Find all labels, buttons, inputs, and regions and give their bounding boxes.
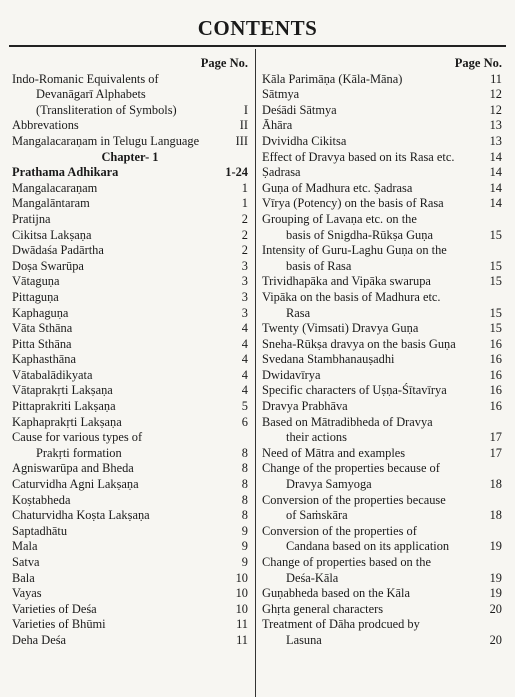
toc-entry xyxy=(262,87,502,103)
toc-entry xyxy=(12,118,248,134)
toc-entry-text: (Transliteration of Symbols) xyxy=(36,102,177,117)
toc-entry xyxy=(12,383,248,399)
toc-entry-text: Varieties of Deśa xyxy=(12,601,97,616)
toc-entry-page: 2 xyxy=(241,211,248,226)
toc-entry xyxy=(262,383,502,399)
toc-entry-page: 16 xyxy=(489,383,502,398)
toc-entry-page: 4 xyxy=(241,321,248,336)
toc-entry xyxy=(12,555,248,571)
toc-entry-page: 4 xyxy=(241,367,248,382)
toc-entry xyxy=(12,72,248,119)
toc-entry-text: Ghṛta general characters xyxy=(262,601,384,616)
toc-entry xyxy=(262,446,502,462)
toc-entry xyxy=(262,617,502,648)
toc-entry-text: Bala xyxy=(12,570,35,585)
toc-entry-text: Abbrevations xyxy=(12,118,79,133)
toc-entry-text: Pratijna xyxy=(12,211,51,226)
toc-entry xyxy=(262,321,502,337)
toc-entry xyxy=(12,415,248,431)
toc-entry-page: 4 xyxy=(241,383,248,398)
chapter-heading: Chapter- 1 xyxy=(101,149,159,164)
toc-entry-text: Rasa xyxy=(286,305,311,320)
toc-entry-page: 2 xyxy=(241,243,248,258)
toc-entry-page: 3 xyxy=(241,289,248,304)
toc-entry xyxy=(262,72,502,88)
toc-entry-page: 14 xyxy=(489,149,502,164)
toc-entry-page: 9 xyxy=(241,555,248,569)
toc-entry-text: Dwādaśa Padārtha xyxy=(12,243,104,258)
toc-entry xyxy=(262,134,502,150)
toc-entry xyxy=(262,555,502,586)
toc-entry-text: Kaphaprakṛti Lakṣaṇa xyxy=(12,414,122,429)
toc-entry xyxy=(12,228,248,244)
toc-entry xyxy=(262,165,502,181)
toc-entry-page: 20 xyxy=(489,601,502,616)
toc-entry xyxy=(262,118,502,134)
toc-entry-text: Dravya Samyoga xyxy=(286,477,372,492)
toc-entry-text: Twenty (Vimsati) Dravya Guṇa xyxy=(262,321,419,336)
toc-entry-page: 14 xyxy=(489,165,502,180)
toc-entry-text: Kāla Parimāṇa (Kāla-Māna) xyxy=(262,71,403,86)
toc-entry xyxy=(12,290,248,306)
toc-entry-page: III xyxy=(235,133,248,148)
intro-list xyxy=(12,72,248,150)
left-entry-list xyxy=(12,181,248,649)
toc-entry-text: basis of Snigdha-Rūkṣa Guṇa xyxy=(286,227,433,242)
toc-entry-page: 8 xyxy=(241,508,248,523)
toc-entry-text: Guṇa of Madhura etc. Ṣadrasa xyxy=(262,180,413,195)
toc-entry-page: I xyxy=(243,102,248,117)
toc-entry-page: 13 xyxy=(489,133,502,148)
toc-entry xyxy=(12,321,248,337)
toc-entry-text: Candana based on its application xyxy=(286,539,450,554)
toc-entry xyxy=(12,633,248,649)
right-column xyxy=(262,56,502,649)
toc-entry-page: 16 xyxy=(489,399,502,414)
toc-entry-text: of Saṁskāra xyxy=(286,508,348,523)
toc-entry-page: 12 xyxy=(489,102,502,117)
toc-entry-page: II xyxy=(239,118,248,133)
toc-entry-text: Vayas xyxy=(12,586,42,601)
toc-entry xyxy=(12,212,248,228)
toc-entry-text: Deha Deśa xyxy=(12,632,67,647)
toc-entry-text: Dvividha Cikitsa xyxy=(262,133,347,148)
toc-entry-text: Deśādi Sātmya xyxy=(262,102,337,117)
toc-entry-text: Pittaprakriti Lakṣaṇa xyxy=(12,399,116,414)
toc-entry xyxy=(12,352,248,368)
toc-entry-text: Vātabalādikyata xyxy=(12,367,93,382)
toc-entry xyxy=(262,415,502,446)
toc-entry xyxy=(12,368,248,384)
toc-entry-text: Conversion of the properties because xyxy=(262,492,446,507)
toc-entry xyxy=(262,337,502,353)
toc-entry-text: basis of Rasa xyxy=(286,258,352,273)
toc-entry-page: 4 xyxy=(241,352,248,367)
toc-entry xyxy=(12,508,248,524)
toc-entry-page: 18 xyxy=(489,477,502,492)
toc-entry-page: 9 xyxy=(241,523,248,538)
toc-entry-page: 19 xyxy=(489,539,502,554)
toc-entry-page: 17 xyxy=(489,430,502,445)
toc-entry-text: Need of Mātra and examples xyxy=(262,445,406,460)
toc-entry-text: Saptadhātu xyxy=(12,523,68,538)
toc-entry-page: 19 xyxy=(489,570,502,585)
section-pages: 1-24 xyxy=(225,165,248,180)
toc-entry-text: Varieties of Bhūmi xyxy=(12,617,106,632)
toc-entry xyxy=(262,493,502,524)
toc-entry-text: Mangalacaraṇam xyxy=(12,180,98,195)
toc-entry xyxy=(12,571,248,587)
toc-entry-text: Sneha-Rūkṣa dravya on the basis Guṇa xyxy=(262,336,456,351)
toc-entry-text: Grouping of Lavaṇa etc. on the xyxy=(262,211,417,226)
toc-entry-text: Change of the properties because of xyxy=(262,461,440,476)
toc-entry xyxy=(12,477,248,493)
toc-entry-text: Kaphaguṇa xyxy=(12,305,69,320)
toc-entry-page: 2 xyxy=(241,227,248,242)
toc-entry-text: Change of properties based on the xyxy=(262,555,431,569)
title-rule xyxy=(9,45,506,47)
toc-entry-text: Vātaguṇa xyxy=(12,274,60,289)
toc-entry xyxy=(262,461,502,492)
toc-entry-page: 13 xyxy=(489,118,502,133)
toc-entry-page: 10 xyxy=(235,586,248,601)
toc-entry-page: 3 xyxy=(241,258,248,273)
toc-entry-text: Deśa-Kāla xyxy=(286,570,339,585)
toc-entry xyxy=(12,399,248,415)
section-heading xyxy=(12,165,248,181)
toc-entry-page: 5 xyxy=(241,399,248,414)
toc-entry-text: Satva xyxy=(12,555,40,569)
column-divider xyxy=(255,49,256,697)
toc-entry-text: their actions xyxy=(286,430,347,445)
toc-entry xyxy=(262,181,502,197)
toc-entry xyxy=(12,602,248,618)
toc-entry-page: 15 xyxy=(489,274,502,289)
toc-entry-text: Cikitsa Lakṣaṇa xyxy=(12,227,92,242)
toc-entry-page: 19 xyxy=(489,586,502,601)
toc-entry-text: Specific characters of Uṣṇa-Śītavīrya xyxy=(262,383,447,398)
toc-entry-page: 11 xyxy=(236,632,248,647)
toc-entry-text: Vātaprakṛti Lakṣaṇa xyxy=(12,383,113,398)
toc-entry xyxy=(262,150,502,166)
toc-entry-page: 10 xyxy=(235,601,248,616)
toc-entry xyxy=(262,586,502,602)
toc-entry-page: 15 xyxy=(489,321,502,336)
toc-entry xyxy=(12,134,248,150)
toc-entry-page: 1 xyxy=(241,196,248,211)
page-no-header-right: Page No. xyxy=(454,56,502,70)
toc-entry-page: 9 xyxy=(241,539,248,554)
toc-entry-page: 10 xyxy=(235,570,248,585)
toc-entry-text: Devanāgarī Alphabets xyxy=(36,87,146,102)
toc-entry xyxy=(12,524,248,540)
toc-entry xyxy=(262,368,502,384)
toc-entry-text: Vipāka on the basis of Madhura etc. xyxy=(262,289,441,304)
toc-entry-page: 14 xyxy=(489,196,502,211)
toc-entry-text: Kaphasthāna xyxy=(12,352,76,367)
toc-entry-text: Prakṛti formation xyxy=(36,445,122,460)
toc-entry-text: Ṣadrasa xyxy=(262,165,301,180)
toc-entry-text: Dwidavīrya xyxy=(262,367,321,382)
page-no-header-left: Page No. xyxy=(200,56,248,70)
toc-entry-text: Trividhapāka and Vipāka swarupa xyxy=(262,274,431,289)
toc-entry xyxy=(262,524,502,555)
toc-entry xyxy=(12,306,248,322)
toc-entry-page: 12 xyxy=(489,87,502,102)
toc-entry-text: Effect of Dravya based on its Rasa etc. xyxy=(262,149,455,164)
toc-entry-text: Caturvidha Agni Lakṣaṇa xyxy=(12,477,139,492)
toc-entry-page: 11 xyxy=(236,617,248,632)
toc-entry xyxy=(12,461,248,477)
toc-entry-page: 3 xyxy=(241,305,248,320)
toc-entry-page: 8 xyxy=(241,461,248,476)
toc-entry-text: Koṣtabheda xyxy=(12,492,71,507)
toc-entry-page: 15 xyxy=(489,227,502,242)
toc-entry-text: Indo-Romanic Equivalents of xyxy=(12,71,159,86)
toc-entry xyxy=(12,274,248,290)
toc-entry xyxy=(12,337,248,353)
toc-entry xyxy=(262,196,502,212)
toc-entry-page: 16 xyxy=(489,336,502,351)
toc-entry xyxy=(12,586,248,602)
toc-entry-page: 17 xyxy=(489,445,502,460)
toc-entry-text: Intensity of Guru-Laghu Guṇa on the xyxy=(262,243,447,258)
toc-entry-page: 6 xyxy=(241,414,248,429)
toc-entry-page: 3 xyxy=(241,274,248,289)
toc-entry-text: Pittaguṇa xyxy=(12,289,59,304)
toc-entry xyxy=(12,493,248,509)
toc-entry-text: Based on Mātradibheda of Dravya xyxy=(262,414,433,429)
toc-entry-text: Doṣa Swarūpa xyxy=(12,258,84,273)
toc-entry-text: Guṇabheda based on the Kāla xyxy=(262,586,410,601)
toc-entry-text: Lasuna xyxy=(286,632,322,647)
toc-entry-text: Sātmya xyxy=(262,87,300,102)
toc-entry xyxy=(12,196,248,212)
toc-entry xyxy=(262,602,502,618)
toc-entry xyxy=(262,352,502,368)
toc-entry xyxy=(12,259,248,275)
toc-entry-page: 4 xyxy=(241,336,248,351)
toc-entry-text: Treatment of Dāha prodcued by xyxy=(262,617,420,632)
toc-entry-page: 15 xyxy=(489,305,502,320)
toc-entry xyxy=(262,243,502,274)
toc-entry xyxy=(12,181,248,197)
toc-entry-text: Chaturvidha Koṣta Lakṣaṇa xyxy=(12,508,150,523)
toc-entry xyxy=(12,430,248,461)
toc-entry-page: 20 xyxy=(489,632,502,647)
left-column xyxy=(12,56,248,649)
toc-entry-text: Conversion of the properties of xyxy=(262,523,417,538)
toc-entry-text: Dravya Prabhāva xyxy=(262,399,348,414)
toc-entry-page: 1 xyxy=(241,180,248,195)
toc-entry xyxy=(12,243,248,259)
toc-entry-page: 18 xyxy=(489,508,502,523)
toc-entry-text: Cause for various types of xyxy=(12,430,143,445)
toc-entry xyxy=(262,290,502,321)
toc-entry xyxy=(262,212,502,243)
toc-entry-text: Vāta Sthāna xyxy=(12,321,73,336)
toc-entry-text: Mala xyxy=(12,539,38,554)
toc-entry-text: Āhāra xyxy=(262,118,293,133)
toc-entry-page: 8 xyxy=(241,477,248,492)
toc-entry-page: 15 xyxy=(489,258,502,273)
section-title: Prathama Adhikara xyxy=(12,165,119,180)
toc-entry-page: 16 xyxy=(489,367,502,382)
toc-entry-text: Mangalacaraṇam in Telugu Language xyxy=(12,133,200,148)
toc-entry xyxy=(12,617,248,633)
page-title: CONTENTS xyxy=(197,16,318,40)
toc-entry-page: 8 xyxy=(241,492,248,507)
toc-entry-text: Vīrya (Potency) on the basis of Rasa xyxy=(262,196,444,211)
toc-entry-text: Pitta Sthāna xyxy=(12,336,72,351)
toc-entry xyxy=(262,103,502,119)
toc-entry-text: Svedana Stambhanauṣadhi xyxy=(262,352,395,367)
toc-entry xyxy=(262,399,502,415)
toc-entry-page: 16 xyxy=(489,352,502,367)
toc-entry-text: Agniswarūpa and Bheda xyxy=(12,461,134,476)
toc-entry-page: 11 xyxy=(490,71,502,86)
toc-entry-page: 14 xyxy=(489,180,502,195)
toc-entry xyxy=(262,274,502,290)
toc-entry xyxy=(12,539,248,555)
toc-entry-page: 8 xyxy=(241,445,248,460)
toc-entry-text: Mangalāntaram xyxy=(12,196,90,211)
right-entry-list xyxy=(262,72,502,649)
